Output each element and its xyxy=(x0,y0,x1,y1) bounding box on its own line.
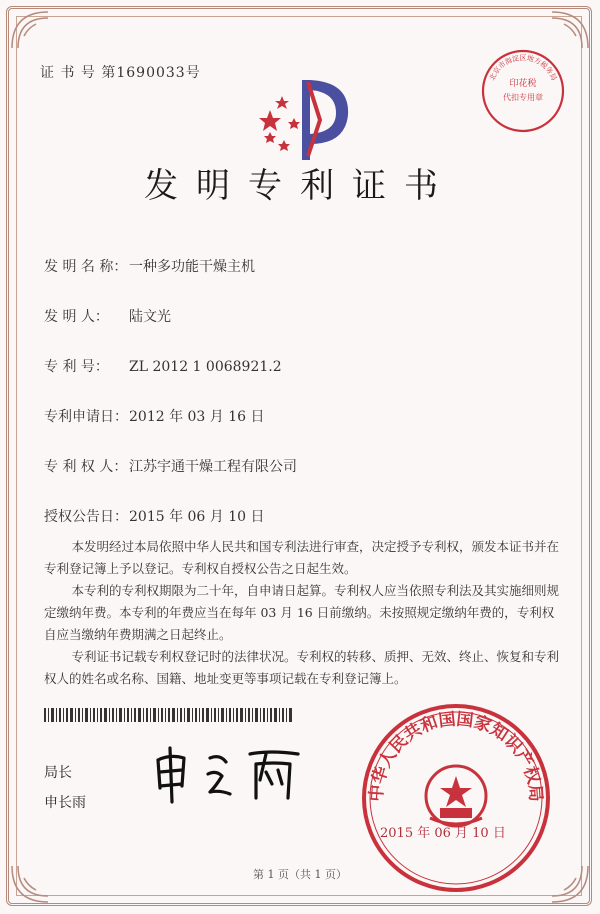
corner-ornament-icon xyxy=(8,8,68,68)
field-label: 专 利 权 人： xyxy=(44,459,128,475)
field-application-date xyxy=(44,406,265,426)
field-value: 江苏宇通干燥工程有限公司 xyxy=(129,459,297,475)
field-inventor xyxy=(44,306,171,326)
field-value: 2015 年 06 月 10 日 xyxy=(129,509,265,525)
svg-text:代扣专用章: 代扣专用章 xyxy=(503,93,543,102)
body-paragraph: 专利证书记载专利权登记时的法律状况。专利权的转移、质押、无效、终止、恢复和专利权人的姓名或名称、国籍、地址变更等事项记载在专利登记簿上。 xyxy=(44,649,560,686)
field-label: 授权公告日： xyxy=(44,509,128,525)
field-label: 专利申请日： xyxy=(44,409,128,425)
signatory-name: 申长雨 xyxy=(44,795,86,811)
field-label: 专 利 号： xyxy=(44,359,109,375)
certificate-number: 证 书 号 第1690033号 xyxy=(40,65,201,81)
tax-stamp-seal xyxy=(478,46,568,136)
certificate-title: 发明专利证书 xyxy=(144,166,456,206)
field-value: 陆文光 xyxy=(129,309,171,325)
field-value: 一种多功能干燥主机 xyxy=(129,259,255,275)
page-footer: 第 1 页（共 1 页） xyxy=(253,868,347,881)
seal-date: 2015 年 06 月 10 日 xyxy=(380,826,506,841)
field-value: ZL 2012 1 0068921.2 xyxy=(129,359,282,375)
handwritten-signature xyxy=(150,740,310,810)
field-value: 2012 年 03 月 16 日 xyxy=(129,409,265,425)
svg-text:北京市海淀区地方税务局: 北京市海淀区地方税务局 xyxy=(488,54,558,82)
field-patent-number xyxy=(44,356,282,376)
field-invention-name xyxy=(44,256,255,276)
barcode xyxy=(44,708,294,722)
certificate-body xyxy=(44,536,564,690)
svg-text:中华人民共和国国家知识产权局: 中华人民共和国国家知识产权局 xyxy=(366,709,546,803)
body-paragraph: 本专利的专利权期限为二十年，自申请日起算。专利权人应当依照专利法及其实施细则规定缴纳年费。本专利的年费应当在每年 03 月 16 日前缴纳。未按照规定缴纳年费的，专利权自应当缴纳年费期满之日起终止。 xyxy=(44,583,560,642)
field-label: 发 明 名 称： xyxy=(44,259,128,275)
svg-text:印花税: 印花税 xyxy=(509,79,537,89)
field-patentee xyxy=(44,456,297,476)
signatory-title: 局长 xyxy=(44,765,72,781)
body-paragraph: 本发明经过本局依照中华人民共和国专利法进行审查，决定授予专利权，颁发本证书并在专利登记簿上予以登记。专利权自授权公告之日起生效。 xyxy=(44,539,560,576)
patent-office-logo-icon xyxy=(250,60,360,170)
field-label: 发 明 人： xyxy=(44,309,109,325)
field-announcement-date xyxy=(44,506,265,526)
